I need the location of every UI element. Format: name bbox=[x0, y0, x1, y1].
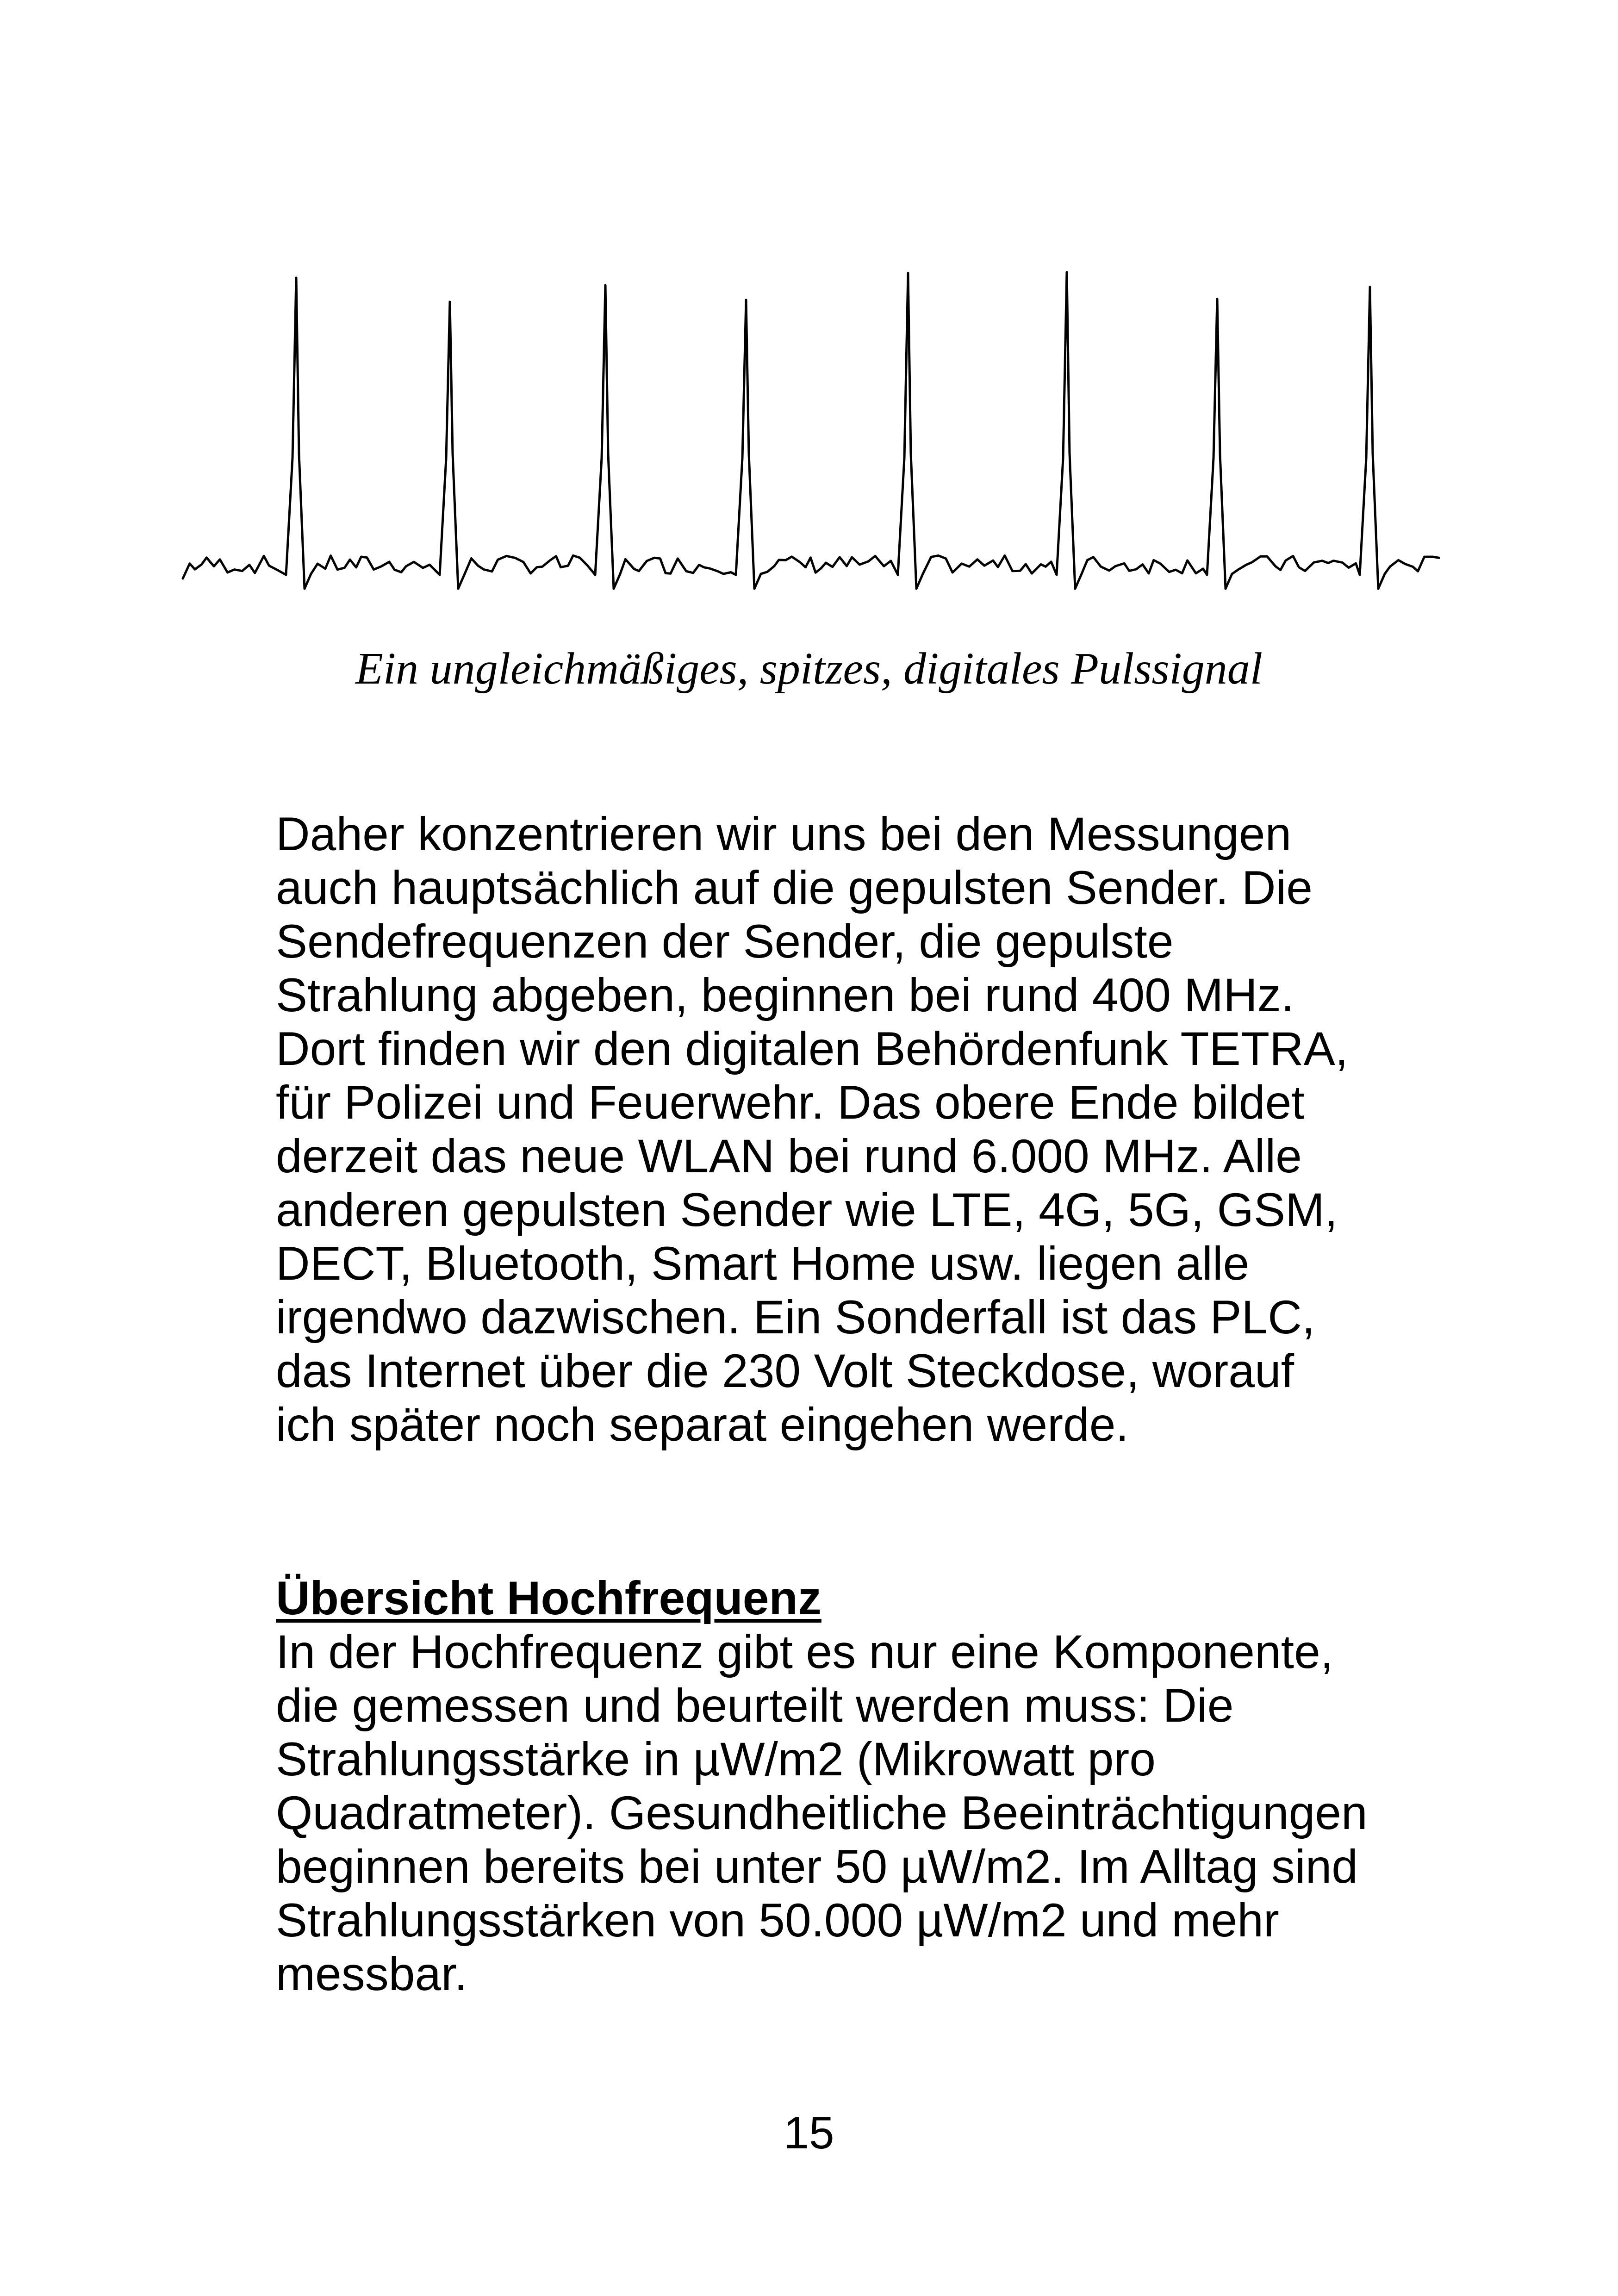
section-paragraph: In der Hochfrequenz gibt es nur eine Komponente, die gemessen und beurteilt werden muss: Die Strahlungsstärke in µW/m2 (Mikrowatt pro Quadratmeter). Gesundheitliche Beeinträchtigungen beginnen bereits bei unter 50 µW/m2. Im Alltag sind Strahlungsstärken von 50.000 µW/m2 und mehr messbar. bbox=[276, 1625, 1368, 2000]
section-heading: Übersicht Hochfrequenz bbox=[276, 1572, 821, 1624]
pulse-waveform-line bbox=[183, 272, 1439, 589]
pulse-signal-figure bbox=[176, 259, 1449, 611]
body-paragraph: Daher konzentrieren wir uns bei den Messungen auch hauptsächlich auf die gepulsten Sender. Die Sendefrequenzen der Sender, die gepulste Strahlung abgeben, beginnen bei rund 400 MHz. Dort finden wir den digitalen Behördenfunk TETRA, für Polizei und Feuerwehr. Das obere Ende bildet derzeit das neue WLAN bei rund 6.000 MHz. Alle anderen gepulsten Sender wie LTE, 4G, 5G, GSM, DECT, Bluetooth, Smart Home usw. liegen alle irgendwo dazwischen. Ein Sonderfall ist das PLC, das Internet über die 230 Volt Steckdose, worauf ich später noch separat eingehen werde. bbox=[276, 808, 1349, 1451]
pulse-signal-icon bbox=[176, 259, 1449, 611]
figure-caption: Ein ungleichmäßiges, spitzes, digitales Pulssignal bbox=[355, 644, 1263, 694]
page-number: 15 bbox=[784, 2107, 834, 2158]
